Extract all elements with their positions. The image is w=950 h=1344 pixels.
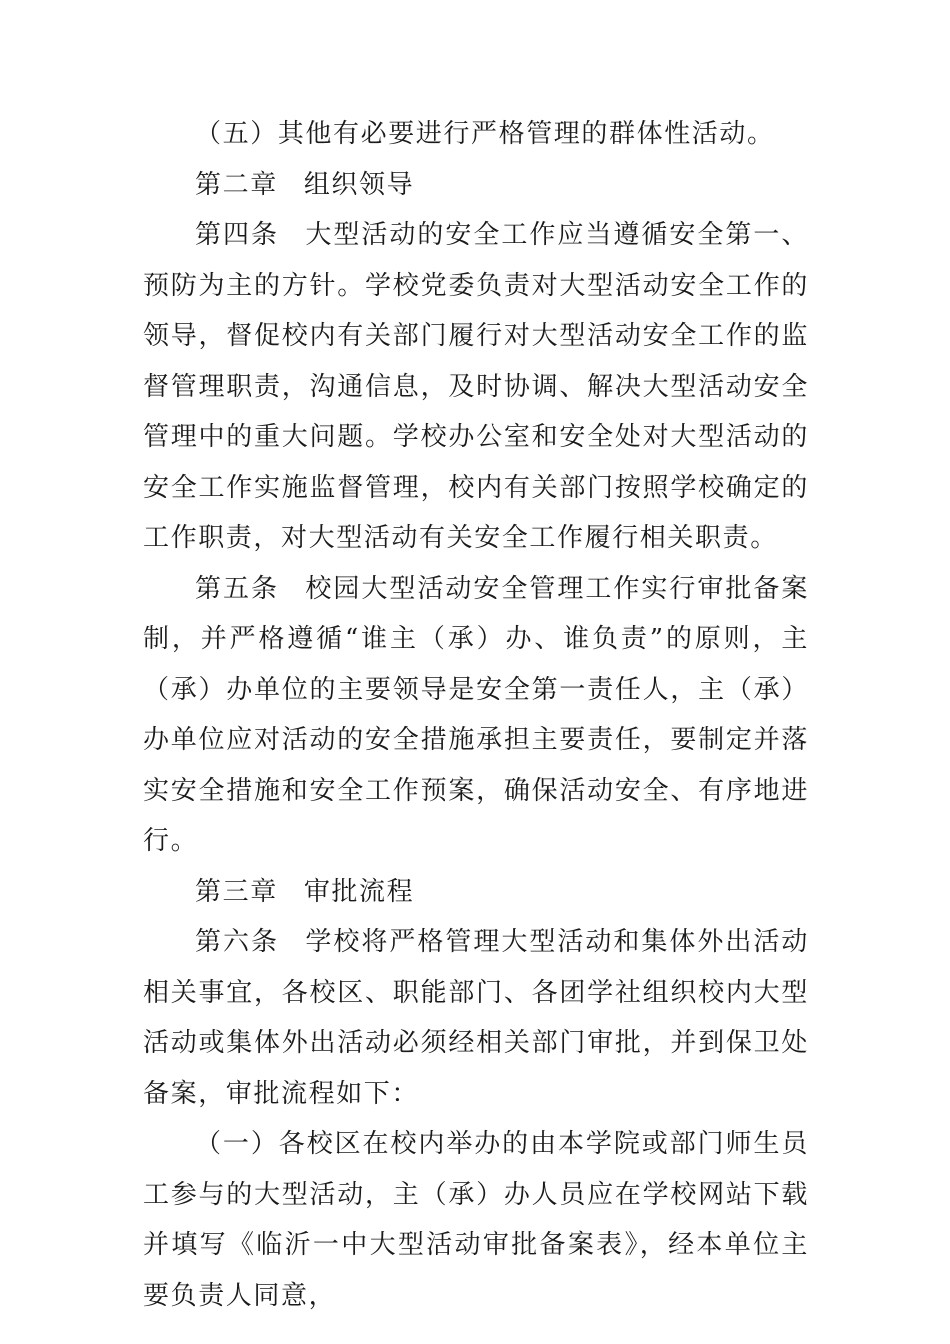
article-label: 第四条 (195, 220, 279, 250)
article-label: 第五条 (195, 573, 279, 604)
paragraph-item-five (143, 109, 809, 160)
chapter-three-heading (143, 867, 809, 918)
list-item-one (143, 1119, 809, 1321)
chapter-title: 组织领导 (303, 169, 415, 200)
article-text: 校园大型活动安全管理工作实行审批备案制，并严格遵循“谁主（承）办、谁负责”的原则，主（承）办单位的主要领导是安全第一责任人，主（承）办单位应对活动的安全措施承担主要责任，要制定并落实安全措施和安全工作预案，确保活动安全、有序地进行。 (143, 573, 809, 856)
paragraph-text: （五）其他有必要进行严格管理的群体性活动。 (195, 119, 775, 149)
paragraph-text: （一）各校区在校内举办的由本学院或部门师生员工参与的大型活动，主（承）办人员应在学校网站下载并填写《临沂一中大型活动审批备案表》，经本单位主要负责人同意， (143, 1129, 809, 1311)
article-five (143, 564, 809, 867)
chapter-label: 第三章 (195, 876, 278, 907)
chapter-two-heading (143, 160, 809, 211)
article-text: 大型活动的安全工作应当遵循安全第一、预防为主的方针。学校党委负责对大型活动安全工作的领导，督促校内有关部门履行对大型活动安全工作的监督管理职责，沟通信息，及时协调、解决大型活动安全管理中的重大问题。学校办公室和安全处对大型活动的安全工作实施监督管理，校内有关部门按照学校确定的工作职责，对大型活动有关安全工作履行相关职责。 (143, 220, 809, 553)
article-six (143, 917, 809, 1119)
document-body (143, 109, 809, 1321)
chapter-label: 第二章 (195, 169, 278, 200)
article-text: 学校将严格管理大型活动和集体外出活动相关事宜，各校区、职能部门、各团学社组织校内大型活动或集体外出活动必须经相关部门审批，并到保卫处备案，审批流程如下： (143, 927, 809, 1109)
article-label: 第六条 (195, 927, 279, 957)
article-four (143, 210, 809, 564)
chapter-title: 审批流程 (303, 876, 415, 907)
